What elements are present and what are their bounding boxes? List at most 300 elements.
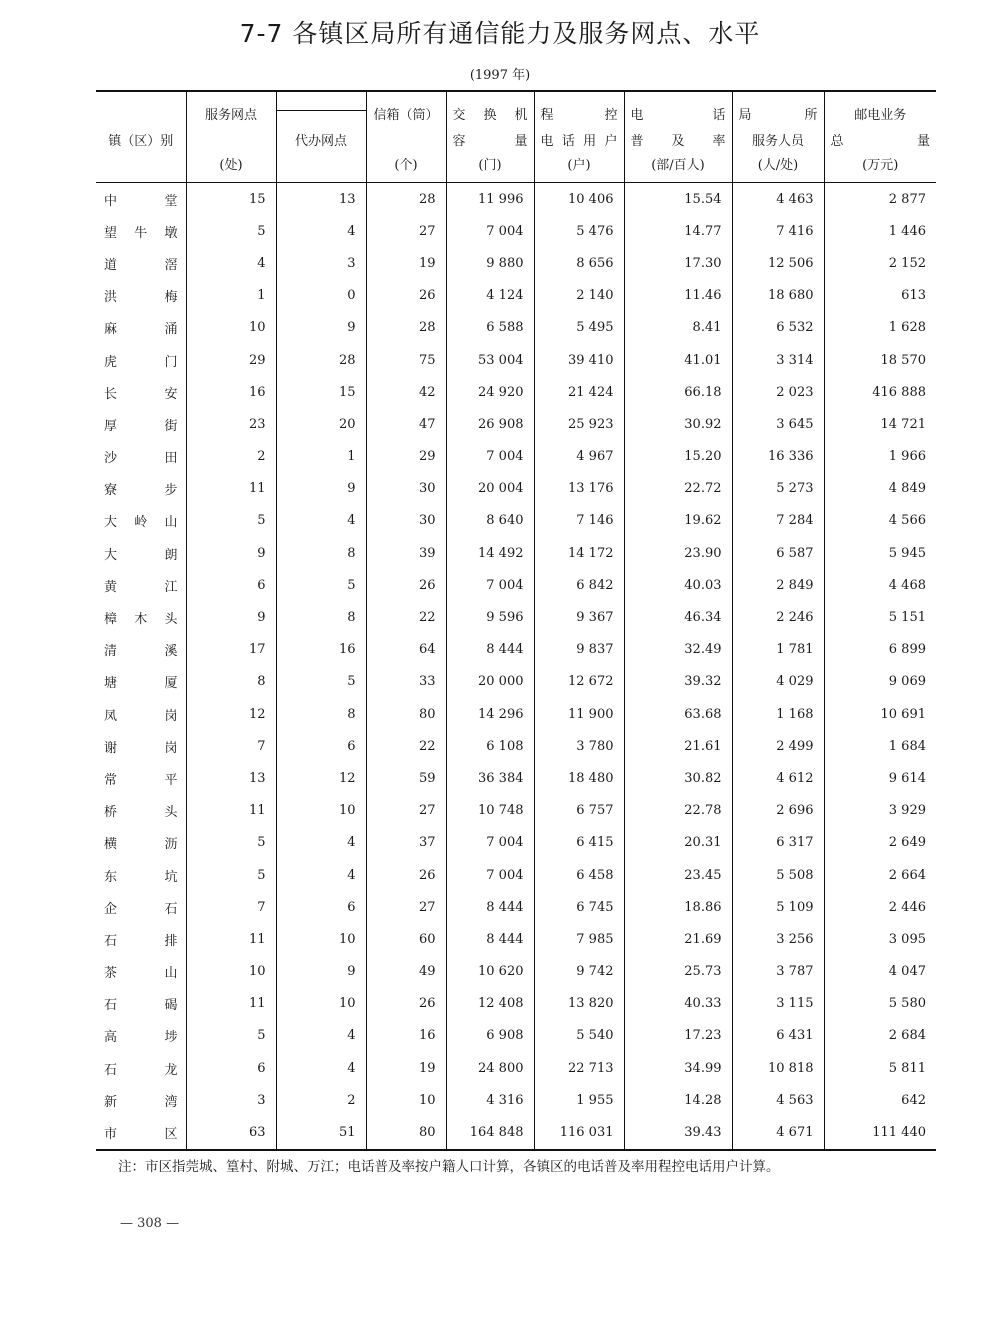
postal-volume-cell: 416 888 <box>824 376 936 408</box>
mailboxes-cell: 60 <box>366 923 446 955</box>
penetration-cell: 40.03 <box>624 569 732 601</box>
staff-cell: 6 587 <box>732 537 824 569</box>
programmed-users-cell: 5 540 <box>534 1020 624 1052</box>
penetration-cell: 18.86 <box>624 891 732 923</box>
exchange-capacity-cell: 20 004 <box>446 473 534 505</box>
exchange-capacity-cell: 24 920 <box>446 376 534 408</box>
penetration-cell: 39.32 <box>624 666 732 698</box>
penetration-cell: 25.73 <box>624 956 732 988</box>
town-cell: 洪梅 <box>104 290 178 306</box>
mailboxes-cell: 27 <box>366 891 446 923</box>
town-cell: 横沥 <box>104 837 178 853</box>
programmed-users-cell: 13 176 <box>534 473 624 505</box>
postal-volume-cell: 3 095 <box>824 923 936 955</box>
staff-cell: 6 431 <box>732 1020 824 1052</box>
table-row <box>96 891 936 923</box>
header-penetration-label-1: 电话 <box>630 108 726 123</box>
exchange-capacity-cell: 7 004 <box>446 215 534 247</box>
mailboxes-cell: 26 <box>366 569 446 601</box>
service-points-cell: 8 <box>186 666 276 698</box>
postal-volume-cell: 1 628 <box>824 312 936 344</box>
agent-points-cell: 8 <box>276 698 366 730</box>
header-postal-label-1: 邮电业务 <box>854 108 907 123</box>
postal-volume-cell: 9 069 <box>824 666 936 698</box>
agent-points-cell: 9 <box>276 473 366 505</box>
exchange-capacity-cell: 4 124 <box>446 280 534 312</box>
table-row <box>96 634 936 666</box>
programmed-users-cell: 9 837 <box>534 634 624 666</box>
mailboxes-cell: 49 <box>366 956 446 988</box>
service-points-cell: 16 <box>186 376 276 408</box>
programmed-users-cell: 2 140 <box>534 280 624 312</box>
programmed-users-cell: 7 985 <box>534 923 624 955</box>
table-row <box>96 312 936 344</box>
penetration-cell: 8.41 <box>624 312 732 344</box>
postal-volume-cell: 9 614 <box>824 762 936 794</box>
agent-points-cell: 9 <box>276 956 366 988</box>
penetration-cell: 22.78 <box>624 795 732 827</box>
header-mailboxes-label: 信箱（筒） <box>373 108 439 123</box>
table-row <box>96 923 936 955</box>
table-body <box>96 183 936 1150</box>
agent-points-cell: 2 <box>276 1084 366 1116</box>
town-cell: 黄江 <box>104 579 178 595</box>
agent-points-cell: 4 <box>276 215 366 247</box>
programmed-users-cell: 13 820 <box>534 988 624 1020</box>
service-points-cell: 5 <box>186 215 276 247</box>
town-cell: 石碣 <box>104 998 178 1014</box>
postal-volume-cell: 1 684 <box>824 730 936 762</box>
mailboxes-cell: 27 <box>366 795 446 827</box>
programmed-users-cell: 9 367 <box>534 601 624 633</box>
exchange-capacity-cell: 6 908 <box>446 1020 534 1052</box>
mailboxes-cell: 59 <box>366 762 446 794</box>
mailboxes-cell: 10 <box>366 1084 446 1116</box>
header-staff <box>732 91 824 183</box>
town-cell: 市区 <box>96 1116 186 1149</box>
penetration-cell: 11.46 <box>624 280 732 312</box>
table-row <box>96 1116 936 1149</box>
table-header-row <box>96 91 936 183</box>
staff-cell: 3 645 <box>732 408 824 440</box>
town-cell: 茶山 <box>104 966 178 982</box>
service-points-cell: 15 <box>186 183 276 216</box>
penetration-cell: 41.01 <box>624 344 732 376</box>
footnote: 注：市区指莞城、篁村、附城、万江；电话普及率按户籍人口计算，各镇区的电话普及率用程控电话用户计算。 <box>118 1159 780 1175</box>
header-exchange-label-1: 交换机 <box>452 108 528 123</box>
town-cell: 常平 <box>104 772 178 788</box>
table-year: (1997 年) <box>469 68 531 83</box>
exchange-capacity-cell: 7 004 <box>446 569 534 601</box>
header-subdivider <box>277 110 366 111</box>
town-cell: 新湾 <box>104 1094 178 1110</box>
header-exchange-unit: (门) <box>478 158 502 173</box>
table-row <box>96 183 936 216</box>
service-points-cell: 2 <box>186 441 276 473</box>
agent-points-cell: 12 <box>276 762 366 794</box>
penetration-cell: 15.54 <box>624 183 732 216</box>
programmed-users-cell: 7 146 <box>534 505 624 537</box>
town-cell: 沙田 <box>104 451 178 467</box>
penetration-cell: 23.45 <box>624 859 732 891</box>
exchange-capacity-cell: 14 296 <box>446 698 534 730</box>
agent-points-cell: 10 <box>276 988 366 1020</box>
mailboxes-cell: 28 <box>366 183 446 216</box>
town-cell: 大岭山 <box>104 515 178 531</box>
table-row <box>96 376 936 408</box>
postal-volume-cell: 4 566 <box>824 505 936 537</box>
mailboxes-cell: 26 <box>366 988 446 1020</box>
postal-volume-cell: 613 <box>824 280 936 312</box>
mailboxes-cell: 37 <box>366 827 446 859</box>
programmed-users-cell: 8 656 <box>534 247 624 279</box>
staff-cell: 18 680 <box>732 280 824 312</box>
table-row <box>96 247 936 279</box>
mailboxes-cell: 33 <box>366 666 446 698</box>
table-row <box>96 473 936 505</box>
header-service-points <box>186 91 276 183</box>
header-postal-volume <box>824 91 936 183</box>
town-cell: 企石 <box>104 901 178 917</box>
staff-cell: 3 314 <box>732 344 824 376</box>
staff-cell: 5 273 <box>732 473 824 505</box>
header-agent-points <box>276 91 366 183</box>
agent-points-cell: 15 <box>276 376 366 408</box>
mailboxes-cell: 28 <box>366 312 446 344</box>
postal-volume-cell: 6 899 <box>824 634 936 666</box>
exchange-capacity-cell: 9 880 <box>446 247 534 279</box>
town-cell: 寮步 <box>104 483 178 499</box>
mailboxes-cell: 42 <box>366 376 446 408</box>
exchange-capacity-cell: 53 004 <box>446 344 534 376</box>
mailboxes-cell: 80 <box>366 1116 446 1149</box>
programmed-users-cell: 11 900 <box>534 698 624 730</box>
penetration-cell: 14.77 <box>624 215 732 247</box>
table-row <box>96 666 936 698</box>
mailboxes-cell: 30 <box>366 505 446 537</box>
town-cell: 塘厦 <box>104 676 178 692</box>
programmed-users-cell: 1 955 <box>534 1084 624 1116</box>
service-points-cell: 11 <box>186 795 276 827</box>
mailboxes-cell: 30 <box>366 473 446 505</box>
programmed-users-cell: 25 923 <box>534 408 624 440</box>
service-points-cell: 7 <box>186 891 276 923</box>
mailboxes-cell: 19 <box>366 1052 446 1084</box>
service-points-cell: 1 <box>186 280 276 312</box>
penetration-cell: 17.30 <box>624 247 732 279</box>
programmed-users-cell: 10 406 <box>534 183 624 216</box>
agent-points-cell: 4 <box>276 1052 366 1084</box>
agent-points-cell: 8 <box>276 537 366 569</box>
service-points-cell: 5 <box>186 1020 276 1052</box>
staff-cell: 7 284 <box>732 505 824 537</box>
header-service-points-label: 服务网点 <box>204 108 257 123</box>
town-cell: 樟木头 <box>104 612 178 628</box>
programmed-users-cell: 39 410 <box>534 344 624 376</box>
mailboxes-cell: 19 <box>366 247 446 279</box>
header-staff-label-2: 服务人员 <box>751 134 804 149</box>
staff-cell: 5 109 <box>732 891 824 923</box>
staff-cell: 2 023 <box>732 376 824 408</box>
table-row <box>96 601 936 633</box>
penetration-cell: 19.62 <box>624 505 732 537</box>
programmed-users-cell: 22 713 <box>534 1052 624 1084</box>
table-row <box>96 1084 936 1116</box>
staff-cell: 10 818 <box>732 1052 824 1084</box>
table-row <box>96 762 936 794</box>
programmed-users-cell: 6 842 <box>534 569 624 601</box>
service-points-cell: 11 <box>186 923 276 955</box>
service-points-cell: 5 <box>186 859 276 891</box>
town-cell: 长安 <box>104 386 178 402</box>
penetration-cell: 46.34 <box>624 601 732 633</box>
agent-points-cell: 10 <box>276 795 366 827</box>
mailboxes-cell: 47 <box>366 408 446 440</box>
programmed-users-cell: 9 742 <box>534 956 624 988</box>
penetration-cell: 21.69 <box>624 923 732 955</box>
table-row <box>96 441 936 473</box>
mailboxes-cell: 75 <box>366 344 446 376</box>
penetration-cell: 14.28 <box>624 1084 732 1116</box>
staff-cell: 2 849 <box>732 569 824 601</box>
service-points-cell: 12 <box>186 698 276 730</box>
staff-cell: 7 416 <box>732 215 824 247</box>
staff-cell: 3 256 <box>732 923 824 955</box>
town-cell: 石排 <box>104 933 178 949</box>
programmed-users-cell: 21 424 <box>534 376 624 408</box>
penetration-cell: 30.82 <box>624 762 732 794</box>
staff-cell: 3 115 <box>732 988 824 1020</box>
page-number: — 308 — <box>120 1216 180 1231</box>
postal-volume-cell: 4 468 <box>824 569 936 601</box>
penetration-cell: 17.23 <box>624 1020 732 1052</box>
town-cell: 虎门 <box>104 354 178 370</box>
programmed-users-cell: 6 757 <box>534 795 624 827</box>
staff-cell: 2 246 <box>732 601 824 633</box>
penetration-cell: 30.92 <box>624 408 732 440</box>
exchange-capacity-cell: 10 748 <box>446 795 534 827</box>
table-row <box>96 408 936 440</box>
page-title: 7-7 各镇区局所有通信能力及服务网点、水平 <box>239 19 761 48</box>
service-points-cell: 11 <box>186 988 276 1020</box>
exchange-capacity-cell: 36 384 <box>446 762 534 794</box>
agent-points-cell: 6 <box>276 730 366 762</box>
exchange-capacity-cell: 9 596 <box>446 601 534 633</box>
service-points-cell: 6 <box>186 569 276 601</box>
header-postal-unit: (万元) <box>862 158 899 173</box>
service-points-cell: 6 <box>186 1052 276 1084</box>
header-penetration-label-2: 普及率 <box>630 134 726 149</box>
exchange-capacity-cell: 10 620 <box>446 956 534 988</box>
header-agent-points-label: 代办网点 <box>294 134 347 149</box>
service-points-cell: 10 <box>186 956 276 988</box>
programmed-users-cell: 14 172 <box>534 537 624 569</box>
service-points-cell: 9 <box>186 601 276 633</box>
staff-cell: 5 508 <box>732 859 824 891</box>
header-town-label: 镇（区）别 <box>108 134 174 149</box>
service-points-cell: 4 <box>186 247 276 279</box>
service-points-cell: 5 <box>186 505 276 537</box>
programmed-users-cell: 5 495 <box>534 312 624 344</box>
town-cell: 桥头 <box>104 805 178 821</box>
agent-points-cell: 16 <box>276 634 366 666</box>
town-cell: 大朗 <box>104 547 178 563</box>
staff-cell: 16 336 <box>732 441 824 473</box>
table-row <box>96 569 936 601</box>
programmed-users-cell: 6 458 <box>534 859 624 891</box>
staff-cell: 6 532 <box>732 312 824 344</box>
exchange-capacity-cell: 6 108 <box>446 730 534 762</box>
penetration-cell: 63.68 <box>624 698 732 730</box>
exchange-capacity-cell: 8 444 <box>446 891 534 923</box>
header-programmed-label-1: 程控 <box>540 108 618 123</box>
header-postal-label-2: 总量 <box>830 134 930 149</box>
postal-volume-cell: 4 849 <box>824 473 936 505</box>
exchange-capacity-cell: 8 444 <box>446 923 534 955</box>
postal-volume-cell: 2 152 <box>824 247 936 279</box>
table-row <box>96 795 936 827</box>
table-row <box>96 1020 936 1052</box>
agent-points-cell: 5 <box>276 666 366 698</box>
table-row <box>96 215 936 247</box>
postal-volume-cell: 2 649 <box>824 827 936 859</box>
table-row <box>96 827 936 859</box>
service-points-cell: 3 <box>186 1084 276 1116</box>
staff-cell: 12 506 <box>732 247 824 279</box>
staff-cell: 4 671 <box>732 1116 824 1149</box>
postal-volume-cell: 5 580 <box>824 988 936 1020</box>
mailboxes-cell: 29 <box>366 441 446 473</box>
postal-volume-cell: 10 691 <box>824 698 936 730</box>
agent-points-cell: 13 <box>276 183 366 216</box>
exchange-capacity-cell: 6 588 <box>446 312 534 344</box>
table-row <box>96 1052 936 1084</box>
header-mailboxes <box>366 91 446 183</box>
programmed-users-cell: 18 480 <box>534 762 624 794</box>
programmed-users-cell: 3 780 <box>534 730 624 762</box>
staff-cell: 1 168 <box>732 698 824 730</box>
staff-cell: 1 781 <box>732 634 824 666</box>
penetration-cell: 22.72 <box>624 473 732 505</box>
exchange-capacity-cell: 11 996 <box>446 183 534 216</box>
agent-points-cell: 6 <box>276 891 366 923</box>
mailboxes-cell: 27 <box>366 215 446 247</box>
service-points-cell: 7 <box>186 730 276 762</box>
agent-points-cell: 9 <box>276 312 366 344</box>
service-points-cell: 17 <box>186 634 276 666</box>
exchange-capacity-cell: 7 004 <box>446 859 534 891</box>
staff-cell: 4 612 <box>732 762 824 794</box>
mailboxes-cell: 64 <box>366 634 446 666</box>
mailboxes-cell: 80 <box>366 698 446 730</box>
postal-volume-cell: 5 945 <box>824 537 936 569</box>
agent-points-cell: 1 <box>276 441 366 473</box>
table-row <box>96 505 936 537</box>
header-programmed-label-2: 电话用户 <box>540 134 618 149</box>
penetration-cell: 21.61 <box>624 730 732 762</box>
table-row <box>96 280 936 312</box>
exchange-capacity-cell: 8 444 <box>446 634 534 666</box>
staff-cell: 4 463 <box>732 183 824 216</box>
agent-points-cell: 5 <box>276 569 366 601</box>
postal-volume-cell: 18 570 <box>824 344 936 376</box>
penetration-cell: 34.99 <box>624 1052 732 1084</box>
town-cell: 东坑 <box>104 869 178 885</box>
table-row <box>96 698 936 730</box>
header-staff-unit: (人/处) <box>757 158 799 173</box>
table-row <box>96 730 936 762</box>
mailboxes-cell: 22 <box>366 730 446 762</box>
programmed-users-cell: 6 745 <box>534 891 624 923</box>
postal-volume-cell: 2 684 <box>824 1020 936 1052</box>
postal-volume-cell: 3 929 <box>824 795 936 827</box>
postal-volume-cell: 1 446 <box>824 215 936 247</box>
town-cell: 清溪 <box>104 644 178 660</box>
header-programmed-users <box>534 91 624 183</box>
table-row <box>96 344 936 376</box>
town-cell: 谢岗 <box>104 740 178 756</box>
postal-volume-cell: 2 877 <box>824 183 936 216</box>
postal-volume-cell: 2 664 <box>824 859 936 891</box>
staff-cell: 2 696 <box>732 795 824 827</box>
mailboxes-cell: 26 <box>366 280 446 312</box>
postal-volume-cell: 14 721 <box>824 408 936 440</box>
service-points-cell: 13 <box>186 762 276 794</box>
programmed-users-cell: 6 415 <box>534 827 624 859</box>
statistics-table <box>96 90 936 1151</box>
agent-points-cell: 51 <box>276 1116 366 1149</box>
exchange-capacity-cell: 7 004 <box>446 827 534 859</box>
header-staff-label-1: 局所 <box>738 108 818 123</box>
town-cell: 凤岗 <box>104 708 178 724</box>
penetration-cell: 40.33 <box>624 988 732 1020</box>
table-row <box>96 859 936 891</box>
exchange-capacity-cell: 8 640 <box>446 505 534 537</box>
town-cell: 中堂 <box>104 193 178 209</box>
table-row <box>96 988 936 1020</box>
mailboxes-cell: 22 <box>366 601 446 633</box>
exchange-capacity-cell: 164 848 <box>446 1116 534 1149</box>
programmed-users-cell: 12 672 <box>534 666 624 698</box>
header-programmed-unit: (户) <box>567 158 591 173</box>
postal-volume-cell: 642 <box>824 1084 936 1116</box>
agent-points-cell: 3 <box>276 247 366 279</box>
header-town <box>96 91 186 183</box>
table-row <box>96 956 936 988</box>
programmed-users-cell: 116 031 <box>534 1116 624 1149</box>
service-points-cell: 10 <box>186 312 276 344</box>
penetration-cell: 15.20 <box>624 441 732 473</box>
exchange-capacity-cell: 4 316 <box>446 1084 534 1116</box>
service-points-cell: 9 <box>186 537 276 569</box>
exchange-capacity-cell: 12 408 <box>446 988 534 1020</box>
agent-points-cell: 28 <box>276 344 366 376</box>
header-service-points-unit: (处) <box>219 158 243 173</box>
agent-points-cell: 4 <box>276 1020 366 1052</box>
town-cell: 麻涌 <box>104 322 178 338</box>
postal-volume-cell: 2 446 <box>824 891 936 923</box>
postal-volume-cell: 4 047 <box>824 956 936 988</box>
exchange-capacity-cell: 7 004 <box>446 441 534 473</box>
table-row <box>96 537 936 569</box>
exchange-capacity-cell: 26 908 <box>446 408 534 440</box>
penetration-cell: 20.31 <box>624 827 732 859</box>
agent-points-cell: 20 <box>276 408 366 440</box>
agent-points-cell: 10 <box>276 923 366 955</box>
staff-cell: 2 499 <box>732 730 824 762</box>
exchange-capacity-cell: 24 800 <box>446 1052 534 1084</box>
header-penetration <box>624 91 732 183</box>
